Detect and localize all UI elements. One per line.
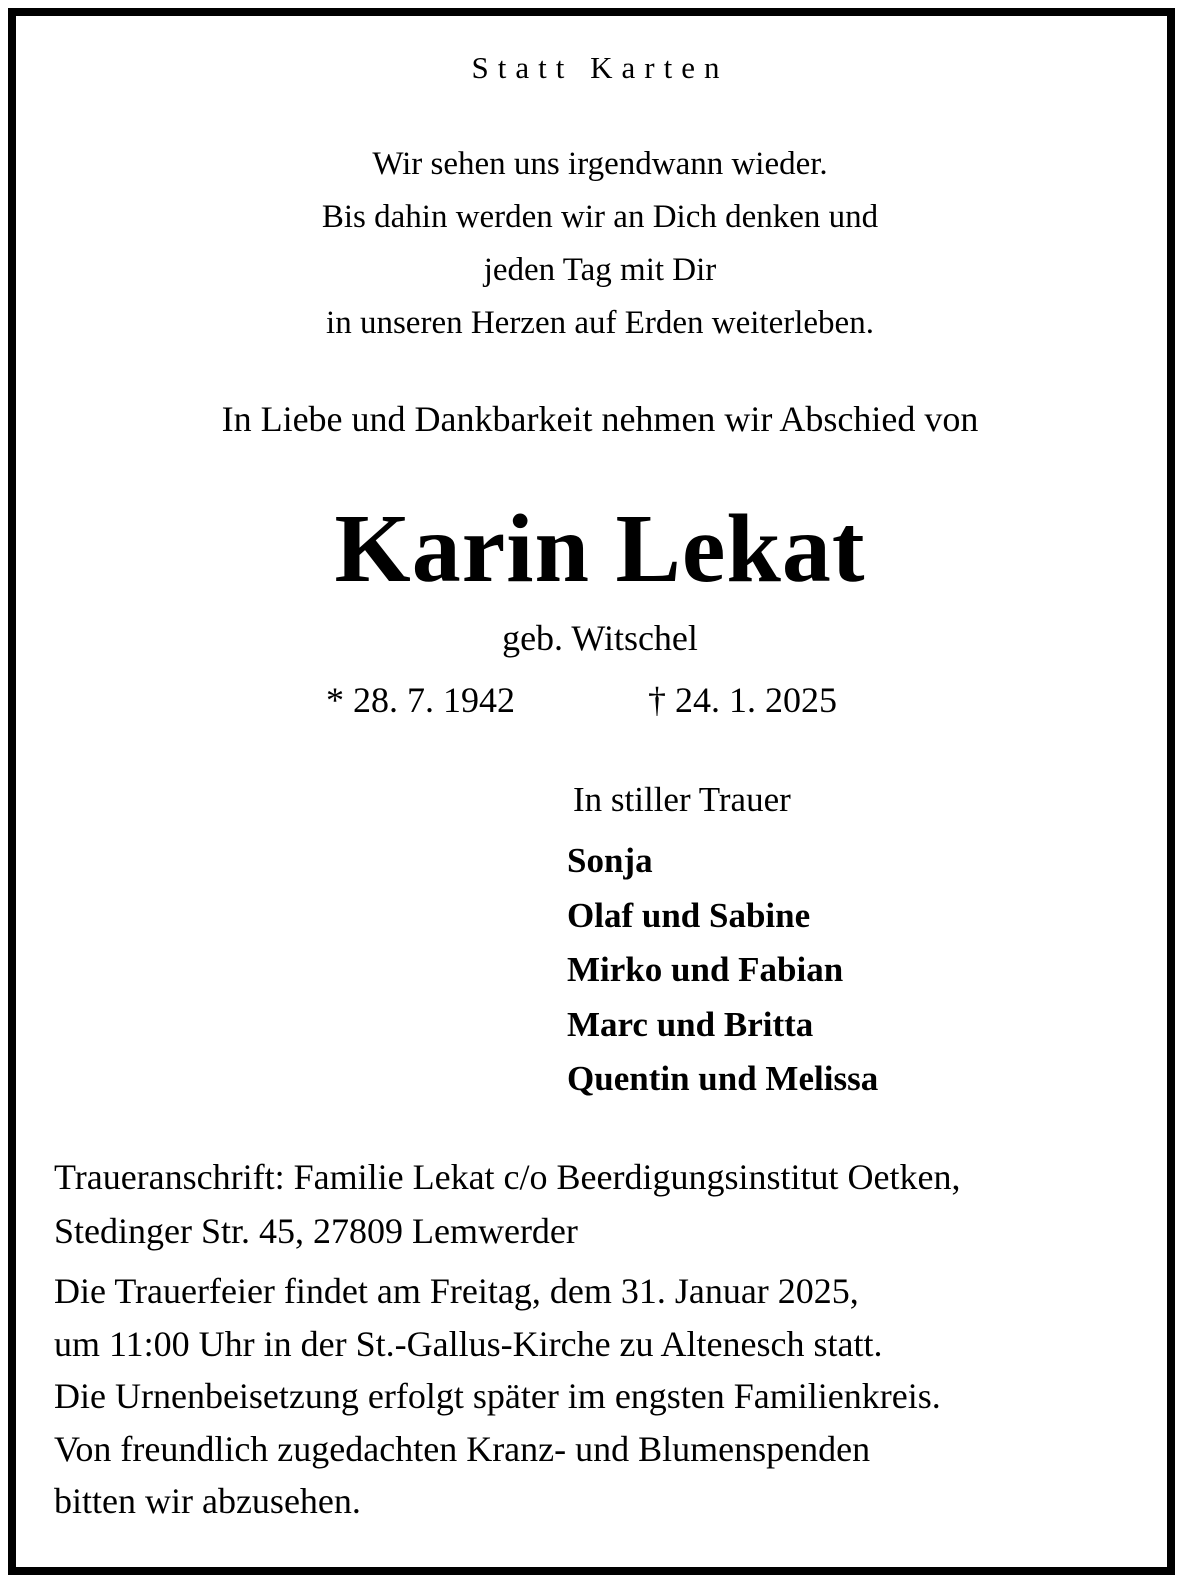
notice-header: Statt Karten <box>471 50 729 85</box>
death-date: † 24. 1. 2025 <box>648 680 837 720</box>
poem-line: jeden Tag mit Dir <box>483 252 717 288</box>
birth-date: * 28. 7. 1942 <box>326 680 515 720</box>
poem-line: in unseren Herzen auf Erden weiterleben. <box>326 305 874 341</box>
address-line: Traueranschrift: Familie Lekat c/o Beerdigungsinstitut Oetken, <box>54 1157 961 1197</box>
maiden-name: geb. Witschel <box>502 618 698 658</box>
deceased-name: Karin Lekat <box>334 495 866 603</box>
poem <box>0 138 1200 350</box>
address-line: Stedinger Str. 45, 27809 Lemwerder <box>54 1211 578 1251</box>
mourner-name: Mirko und Fabian <box>567 950 844 989</box>
mourner-name: Quentin und Melissa <box>567 1059 879 1098</box>
mourner-name: Marc und Britta <box>567 1004 814 1044</box>
mourner-list <box>567 834 878 1107</box>
farewell-intro: In Liebe und Dankbarkeit nehmen wir Abschied von <box>221 399 979 439</box>
ceremony-details <box>54 1265 941 1528</box>
ceremony-line: Die Urnenbeisetzung erfolgt später im engsten Familienkreis. <box>54 1376 941 1416</box>
poem-line: Bis dahin werden wir an Dich denken und <box>321 199 879 235</box>
poem-line: Wir sehen uns irgendwann wieder. <box>372 146 828 182</box>
ceremony-line: um 11:00 Uhr in der St.-Gallus-Kirche zu Altenesch statt. <box>54 1323 883 1364</box>
ceremony-line: Von freundlich zugedachten Kranz- und Blumenspenden <box>54 1428 871 1469</box>
ceremony-line: bitten wir abzusehen. <box>54 1481 361 1521</box>
mourning-label: In stiller Trauer <box>573 780 791 819</box>
ceremony-line: Die Trauerfeier findet am Freitag, dem 31. Januar 2025, <box>54 1271 859 1311</box>
mourner-name: Sonja <box>567 841 653 880</box>
mourner-name: Olaf und Sabine <box>567 895 811 935</box>
mourning-address <box>54 1150 960 1258</box>
